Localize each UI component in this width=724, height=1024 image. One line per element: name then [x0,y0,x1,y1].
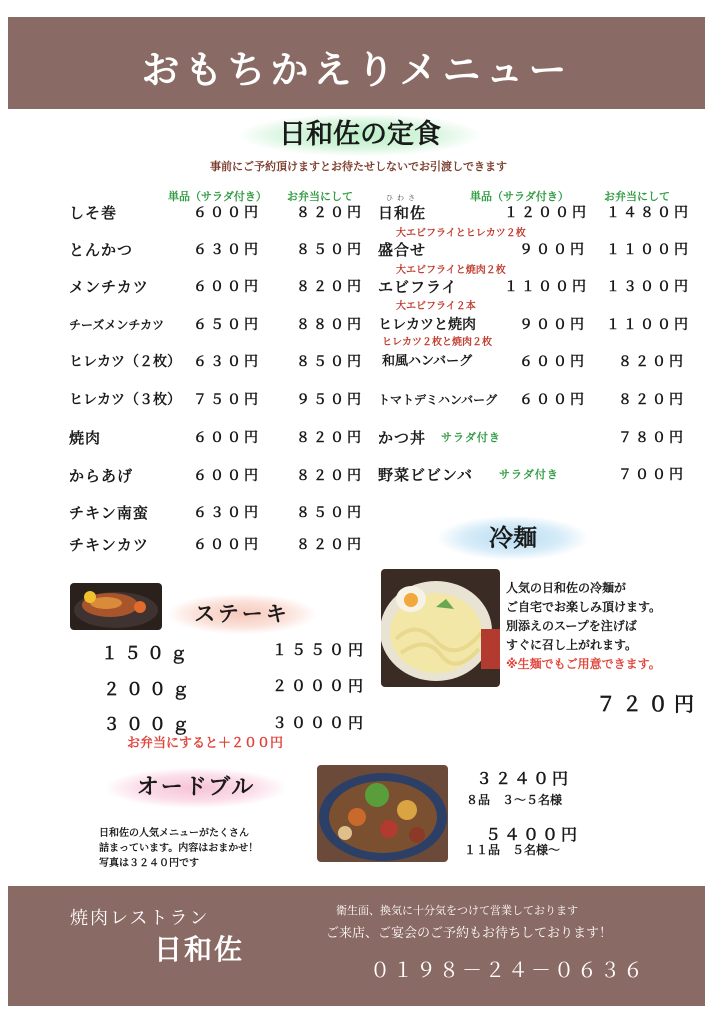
steak-weight: ２００ｇ [103,680,195,700]
item-bento-price: １４８０円 [606,205,691,221]
item-single-price: ６００円 [193,537,261,553]
item-bento-price: ８５０円 [296,354,364,370]
item-name: 野菜ビビンバ [378,466,473,484]
item-single-price: ９００円 [519,242,587,258]
item-bento-price: ８２０円 [296,205,364,221]
menu-item [0,275,724,299]
item-bento-price: ８８０円 [296,317,364,333]
right-col-bento-header: お弁当にして [604,190,670,203]
steak-price: ２０００円 [272,677,368,695]
hors-photo [317,765,448,862]
item-bento-price: ７００円 [618,467,686,483]
item-name: チキンカツ [69,536,149,554]
item-single-price: ６３０円 [193,505,261,521]
menu-item [0,313,724,337]
left-col-bento-header: お弁当にして [287,190,353,203]
item-single-price: ６００円 [193,279,261,295]
item-bento-price: ８２０円 [296,468,364,484]
footer-phone: ０１９８－２４－０６３６ [370,958,646,982]
menu-item [0,388,724,412]
item-bento-price: １１００円 [606,242,691,258]
reimen-desc-3: 別添えのスープを注げば [506,619,637,633]
reimen-desc-1: 人気の日和佐の冷麺が [506,581,627,595]
item-subtitle: ヒレカツ２枚と焼肉２枚 [382,337,492,348]
item-bento-price: ８２０円 [618,354,686,370]
item-name: ヒレカツと焼肉 [378,317,476,333]
reimen-photo [381,569,500,687]
item-name: しそ巻 [69,204,118,222]
steak-weight: １５０ｇ [101,644,193,664]
item-subtitle: 大エビフライと焼肉２枚 [396,265,506,276]
item-name: 日和佐 [378,204,427,222]
item-name: チーズメンチカツ [69,318,165,332]
item-single-price: ７５０円 [193,392,261,408]
page-title: おもちかえりメニュー [141,48,572,92]
hors-desc-1: 日和佐の人気メニューがたくさん [99,828,249,839]
footer-banner [8,886,705,1006]
item-name: とんかつ [69,241,134,259]
hors-price: ５４００円 [485,825,581,844]
steak-price: １５５０円 [272,641,368,659]
steak-title: ステーキ [168,594,316,634]
item-name: チキン南蛮 [69,504,149,522]
steak-price: ３０００円 [272,714,368,732]
hors-desc-3: 写真は３２４０円です [99,858,199,869]
item-name: ヒレカツ（２枚） [69,354,181,370]
item-single-price: ６００円 [193,430,261,446]
item-name: からあげ [69,467,134,485]
footer-subtitle: 焼肉レストラン [70,908,210,929]
menu-item [0,238,724,262]
item-single-price: ６５０円 [193,317,261,333]
item-single-price: ６００円 [519,354,587,370]
menu-item [0,201,724,225]
item-bento-price: ８５０円 [296,242,364,258]
item-single-price: ６３０円 [193,242,261,258]
reimen-title: 冷麺 [438,516,588,560]
right-col-single-header: 単品（サラダ付き） [470,190,569,203]
item-single-price: ９００円 [519,317,587,333]
item-bento-price: ９５０円 [296,392,364,408]
item-bento-price: ８５０円 [296,505,364,521]
item-bento-price: １３００円 [606,279,691,295]
hors-title: オードブル [106,768,286,808]
item-bento-price: ８２０円 [296,279,364,295]
hors-detail: ８品 ３～５名様 [466,793,563,807]
menu-item [0,426,724,450]
item-bento-price: １１００円 [606,317,691,333]
reimen-desc-2: ご自宅でお楽しみ頂けます。 [506,600,662,614]
hors-price: ３２４０円 [476,769,572,788]
teishoku-note: 事前にご予約頂けますとお待たせしないでお引渡しできます [210,160,507,173]
item-single-price: ６３０円 [193,354,261,370]
footer-line2: ご来店、ご宴会のご予約もお待ちしております！ [326,926,613,941]
item-single-price: １２００円 [504,205,589,221]
steak-photo [70,583,162,630]
item-single-price: １１００円 [504,279,589,295]
menu-item [0,533,364,557]
item-name: エビフライ [378,278,458,296]
item-subtitle: 大エビフライ２本 [396,301,476,312]
item-tag: サラダ付き [499,468,559,481]
item-name: 焼肉 [69,429,102,447]
item-single-price: ６００円 [193,468,261,484]
teishoku-title: 日和佐の定食 [240,114,480,156]
hors-desc-2: 詰まっています。内容はおまかせ！ [99,843,259,854]
item-ruby: ひわさ [386,194,419,202]
item-bento-price: ８２０円 [296,430,364,446]
menu-item [0,350,724,374]
item-name: メンチカツ [69,278,149,296]
reimen-note: ※生麺でもご用意できます。 [506,657,661,671]
steak-weight: ３００ｇ [103,715,195,735]
hors-detail: １１品 ５名様～ [464,843,561,857]
footer-line1: 衛生面、換気に十分気をつけて営業しております [336,904,578,917]
item-bento-price: ８２０円 [296,537,364,553]
item-tag: サラダ付き [441,431,501,444]
item-name: かつ丼 [378,429,427,447]
item-bento-price: ７８０円 [618,430,686,446]
reimen-desc-4: すぐに召し上がれます。 [506,638,638,652]
item-name: ヒレカツ（３枚） [69,392,181,408]
item-name: トマトデミハンバーグ [378,393,498,407]
reimen-price: ７２０円 [596,692,700,716]
left-col-single-header: 単品（サラダ付き） [168,190,267,203]
steak-note: お弁当にすると＋２００円 [127,736,284,751]
item-bento-price: ８２０円 [618,392,686,408]
top-banner [8,17,705,109]
item-single-price: ６００円 [519,392,587,408]
menu-item [0,501,364,525]
item-name: 和風ハンバーグ [382,354,473,369]
footer-restaurant-name: 日和佐 [154,933,245,966]
item-subtitle: 大エビフライとヒレカツ２枚 [396,228,526,239]
item-name: 盛合せ [378,241,427,259]
item-single-price: ６００円 [193,205,261,221]
menu-item [0,463,724,487]
